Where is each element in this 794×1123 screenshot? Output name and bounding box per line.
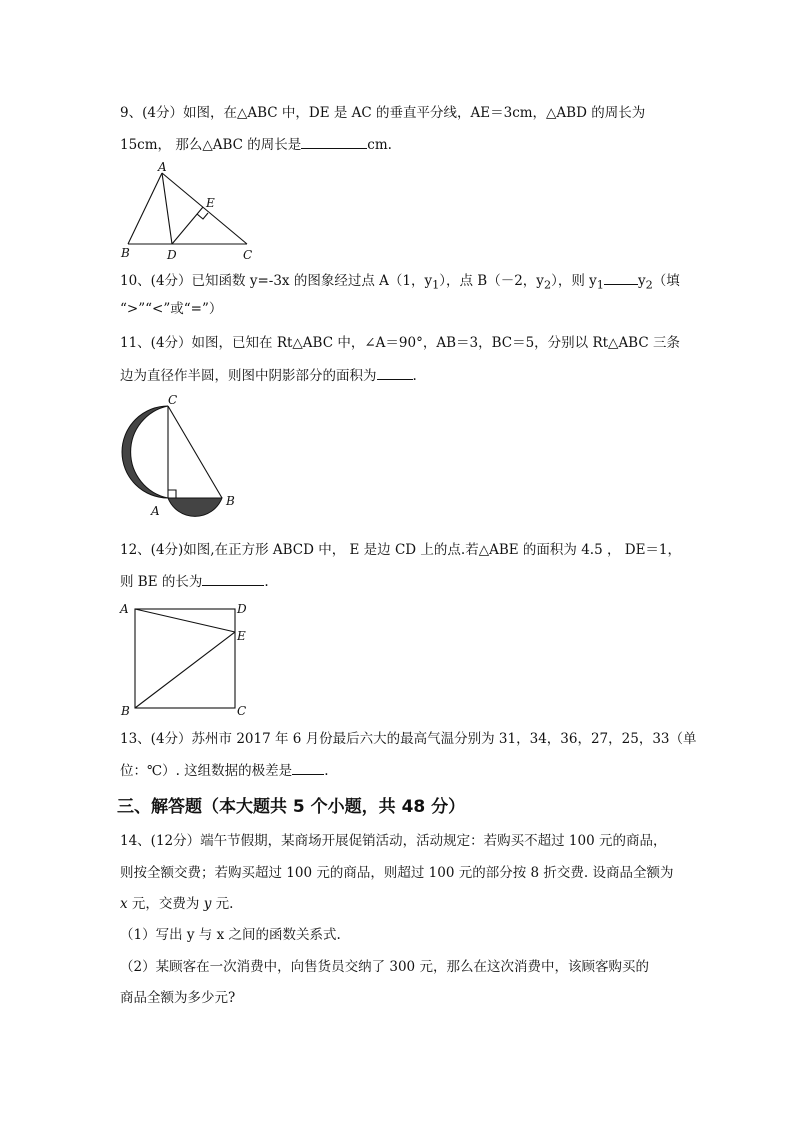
q12-label-a: A	[120, 602, 129, 616]
q10-answer-blank	[604, 271, 638, 285]
q14-line1: 14、(12分）端午节假期，某商场开展促销活动，活动规定：若购买不超过 100 元的商品，	[120, 833, 667, 849]
q12-line2	[120, 572, 269, 591]
q9-label-e: E	[206, 196, 215, 210]
q14-var-x: x	[120, 896, 128, 912]
q9-answer-blank	[301, 135, 367, 149]
q14-line3-text-d: 元.	[211, 896, 234, 912]
q14-part1: （1）写出 y 与 x 之间的函数关系式.	[120, 927, 341, 943]
q10-text-a: 10、(4分）已知函数 y=-3x 的图象经过点 A（1，y	[120, 273, 433, 289]
q9-line2-unit: cm.	[367, 137, 392, 153]
q11-line2-end: .	[412, 368, 417, 384]
q11-label-b: B	[226, 494, 235, 508]
q11-segment-bc	[168, 406, 222, 498]
q11-line1: 11、(4分）如图，已知在 Rt△ABC 中，∠A＝90°，AB＝3，BC＝5，分别以 Rt△ABC 三条	[120, 335, 680, 351]
q10-sub-3: 1	[596, 278, 604, 292]
q12-square-figure	[118, 598, 258, 720]
q9-label-d: D	[167, 248, 177, 262]
q11-label-c: C	[168, 393, 178, 407]
q9-segment-de	[172, 207, 203, 244]
q11-line2	[120, 366, 417, 385]
q11-semicircle-figure	[118, 392, 248, 527]
section-3-heading: 三、解答题（本大题共 5 个小题，共 48 分）	[117, 797, 466, 817]
q12-square-abcd	[135, 609, 235, 708]
q9-line1: 9、(4分）如图，在△ABC 中，DE 是 AC 的垂直平分线，AE＝3cm，△ABD 的周长为	[120, 105, 646, 121]
q10-line1	[120, 271, 680, 295]
q11-line2-text: 边为直径作半圆，则图中阴影部分的面积为	[120, 368, 377, 384]
q10-sub-2: 2	[543, 278, 552, 292]
q9-label-c: C	[243, 248, 253, 262]
q12-line2-text: 则 BE 的长为	[120, 574, 203, 590]
q9-label-a: A	[158, 160, 167, 174]
q10-text-b: ），点 B（－2，y	[439, 273, 544, 289]
q14-line3-text-b: 元，交费为	[127, 896, 204, 912]
q14-part2: （2）某顾客在一次消费中，向售货员交纳了 300 元，那么在这次消费中，该顾客购买的	[120, 959, 649, 975]
q10-sub-4: 2	[645, 278, 653, 292]
q9-segment-ac	[162, 173, 247, 244]
q11-shaded-crescent-left	[122, 406, 168, 498]
q12-label-e: E	[237, 629, 246, 643]
q9-segment-ab	[128, 173, 162, 244]
q12-label-c: C	[237, 704, 247, 718]
q10-text-c: ），则 y	[551, 273, 597, 289]
q9-line2	[120, 135, 392, 154]
q13-line2	[120, 761, 328, 780]
q10-text-e: （填	[652, 273, 680, 289]
q14-part2-cont: 商品全额为多少元?	[120, 990, 236, 1006]
q9-segment-ad	[162, 173, 172, 244]
q12-label-d: D	[237, 602, 247, 616]
q12-segment-be	[135, 632, 235, 708]
q14-line3	[120, 895, 233, 913]
q11-right-angle-mark	[168, 490, 176, 498]
q12-answer-blank	[202, 572, 264, 586]
q11-label-a: A	[151, 504, 160, 518]
q14-line2: 则按全额交费；若购买超过 100 元的商品，则超过 100 元的部分按 8 折交费. 设商品全额为	[120, 865, 674, 881]
q9-triangle-figure	[118, 160, 268, 265]
q11-answer-blank	[377, 366, 413, 380]
q13-line2-text: 位：℃）. 这组数据的极差是	[120, 763, 293, 779]
q9-right-angle-mark	[197, 213, 208, 219]
q10-line2: “>”“<”或“=”）	[120, 301, 223, 317]
q13-line2-end: .	[324, 763, 329, 779]
q12-segment-ae	[135, 609, 235, 632]
q12-line2-end: .	[264, 574, 269, 590]
q13-answer-blank	[292, 761, 324, 775]
q9-label-b: B	[121, 246, 130, 260]
q13-line1: 13、(4分）苏州市 2017 年 6 月份最后六大的最高气温分别为 31，34，36，27，25，33（单	[120, 731, 697, 747]
q11-shaded-semicircle-bottom	[168, 498, 222, 516]
q10-text-d: y	[637, 273, 646, 289]
q12-line1: 12、(4分)如图,在正方形 ABCD 中， E 是边 CD 上的点.若△ABE 的面积为 4.5 ， DE＝1，	[120, 542, 682, 558]
q10-sub-1: 1	[432, 278, 440, 292]
q9-line2-text: 15cm， 那么△ABC 的周长是	[120, 137, 302, 153]
q14-var-y: y	[203, 896, 212, 912]
q12-label-b: B	[121, 704, 130, 718]
